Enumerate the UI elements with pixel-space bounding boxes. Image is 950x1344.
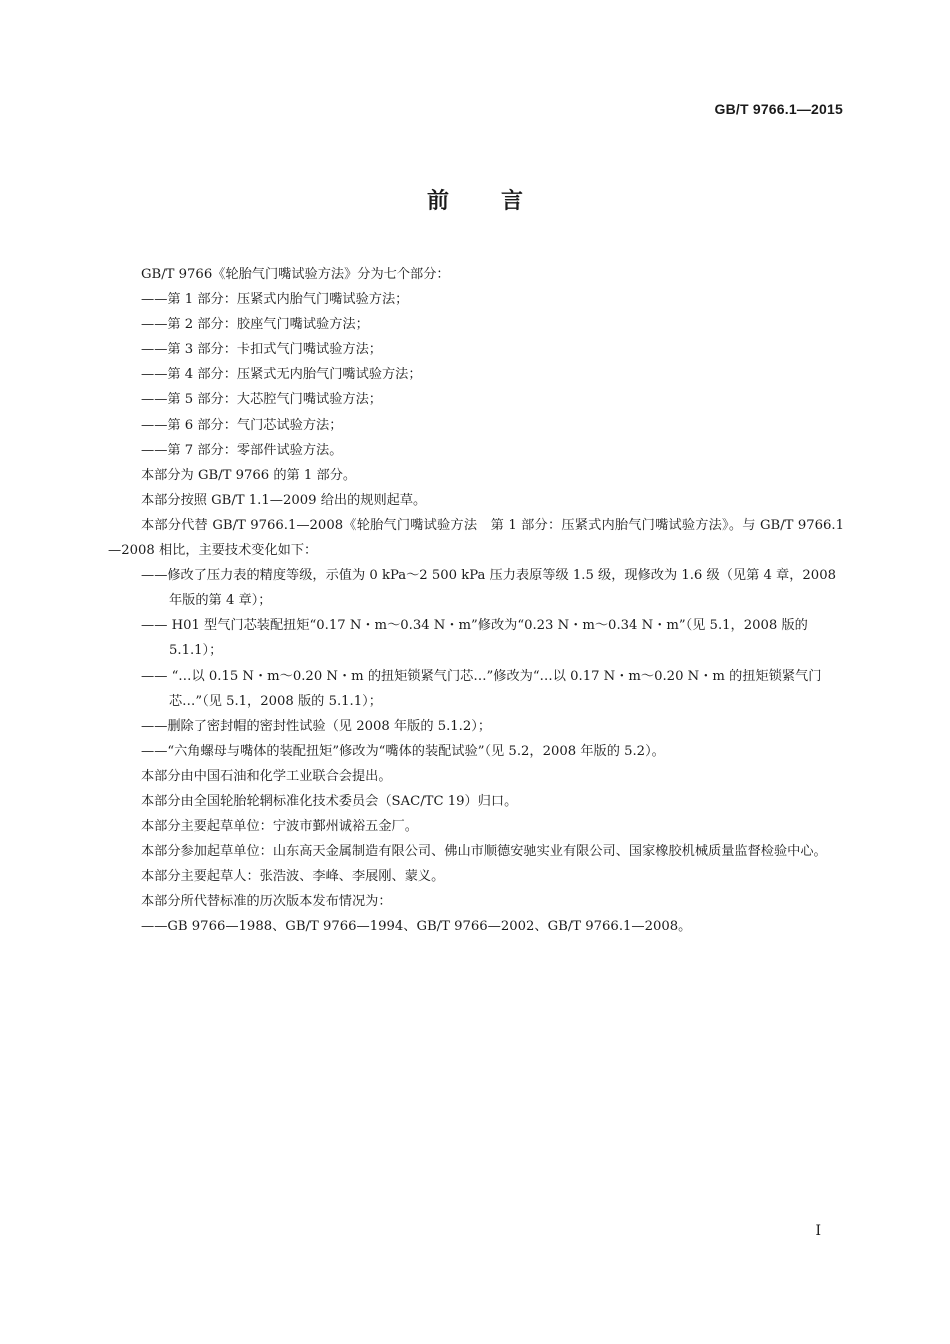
history-list-item: ——GB 9766—1988、GB/T 9766—1994、GB/T 9766—2002、GB/T 9766.1—2008。 [141, 919, 692, 935]
change-list-item: ——“六角螺母与嘴体的装配扭矩”修改为“嘴体的装配试验”（见 5.2，2008 年版的 5.2）。 [141, 743, 665, 759]
part-list-item: ——第 5 部分：大芯腔气门嘴试验方法； [141, 392, 382, 408]
change-list-item: —— H01 型气门芯装配扭矩“0.17 N・m～0.34 N・m”修改为“0.23 N・m～0.34 N・m”（见 5.1，2008 版的 5.1.1）； [141, 618, 808, 659]
part-list-item: ——第 6 部分：气门芯试验方法； [141, 417, 343, 433]
paragraph: 本部分由全国轮胎轮辋标准化技术委员会（SAC/TC 19）归口。 [141, 793, 518, 809]
intro-paragraph: GB/T 9766《轮胎气门嘴试验方法》分为七个部分： [141, 267, 450, 282]
paragraph: 本部分主要起草单位：宁波市鄞州诚裕五金厂。 [141, 819, 418, 835]
standard-number: GB/T 9766.1—2015 [714, 101, 843, 117]
paragraph: 本部分为 GB/T 9766 的第 1 部分。 [141, 467, 357, 483]
paragraph: 本部分由中国石油和化学工业联合会提出。 [141, 768, 392, 784]
part-list-item: ——第 3 部分：卡扣式气门嘴试验方法； [141, 342, 382, 358]
replacement-paragraph: 本部分代替 GB/T 9766.1—2008《轮胎气门嘴试验方法 第 1 部分：压紧式内胎气门嘴试验方法》。与 GB/T 9766.1—2008 相比，主要技术变化如下： [108, 517, 844, 559]
paragraph: 本部分主要起草人：张浩波、李峰、李展刚、蒙义。 [141, 869, 445, 885]
part-list-item: ——第 7 部分：零部件试验方法。 [141, 442, 343, 458]
change-list-item: ——修改了压力表的精度等级，示值为 0 kPa～2 500 kPa 压力表原等级 1.5 级，现修改为 1.6 级（见第 4 章，2008 年版的第 4 章）； [141, 568, 836, 609]
paragraph: 本部分所代替标准的历次版本发布情况为： [141, 894, 392, 910]
page-number: I [815, 1223, 821, 1239]
part-list-item: ——第 2 部分：胶座气门嘴试验方法； [141, 317, 369, 333]
change-list-item: —— “…以 0.15 N・m～0.20 N・m 的扭矩锁紧气门芯…”修改为“…以 0.17 N・m～0.20 N・m 的扭矩锁紧气门芯…”（见 5.1，2008 版的 5.1.1）； [141, 668, 822, 709]
change-list-item: ——删除了密封帽的密封性试验（见 2008 年版的 5.1.2）； [141, 718, 492, 734]
paragraph: 本部分参加起草单位：山东高天金属制造有限公司、佛山市顺德安驰实业有限公司、国家橡胶机械质量监督检验中心。 [141, 844, 827, 860]
document-body [108, 262, 844, 940]
part-list-item: ——第 4 部分：压紧式无内胎气门嘴试验方法； [141, 367, 422, 383]
paragraph: 本部分按照 GB/T 1.1—2009 给出的规则起草。 [141, 492, 427, 508]
part-list-item: ——第 1 部分：压紧式内胎气门嘴试验方法； [141, 292, 409, 308]
page-title: 前言 [426, 189, 575, 214]
